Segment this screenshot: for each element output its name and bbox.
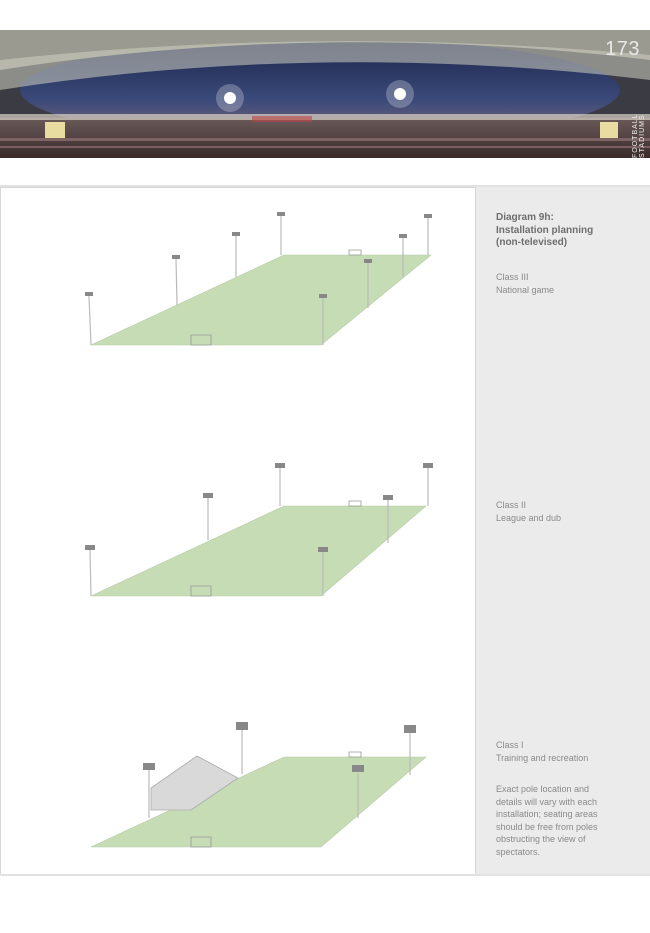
stadium-banner-image <box>0 30 650 158</box>
pitch-class-iii <box>85 212 432 345</box>
pitch-class-i <box>91 722 426 847</box>
note-line: installation; seating areas <box>496 809 598 819</box>
stadium-photo <box>0 30 650 158</box>
bottom-divider <box>0 874 650 876</box>
section-label: FOOTBALL STADIUMS <box>632 113 646 158</box>
class-i-description: Training and recreation <box>496 752 589 763</box>
diagram-title-line-3: (non-televised) <box>496 237 568 248</box>
note-line: Exact pole location and <box>496 784 590 794</box>
diagram-title <box>496 212 636 250</box>
class-i-name: Class I <box>496 740 524 750</box>
diagram-title-line-2: Installation planning <box>496 224 594 236</box>
class-ii-name: Class II <box>496 500 527 510</box>
class-ii-caption <box>496 499 636 524</box>
installation-note <box>496 783 636 858</box>
class-iii-pitch-diagram <box>1 188 477 876</box>
diagram-title-line-1: Diagram 9h: <box>496 212 554 223</box>
class-ii-description: League and dub <box>496 512 562 523</box>
class-iii-name: Class III <box>496 272 529 282</box>
note-line: spectators. <box>496 846 541 857</box>
diagram-panel <box>0 187 476 875</box>
page-number: 173 <box>605 38 640 60</box>
class-iii-description: National game <box>496 284 555 295</box>
note-line: should be free from poles <box>496 821 598 832</box>
class-i-caption <box>496 739 636 764</box>
class-iii-caption <box>496 271 636 296</box>
caption-panel <box>476 187 650 875</box>
note-line: details will vary with each <box>496 796 598 807</box>
note-line: obstructing the view of <box>496 834 586 844</box>
pitch-class-ii <box>85 463 433 596</box>
